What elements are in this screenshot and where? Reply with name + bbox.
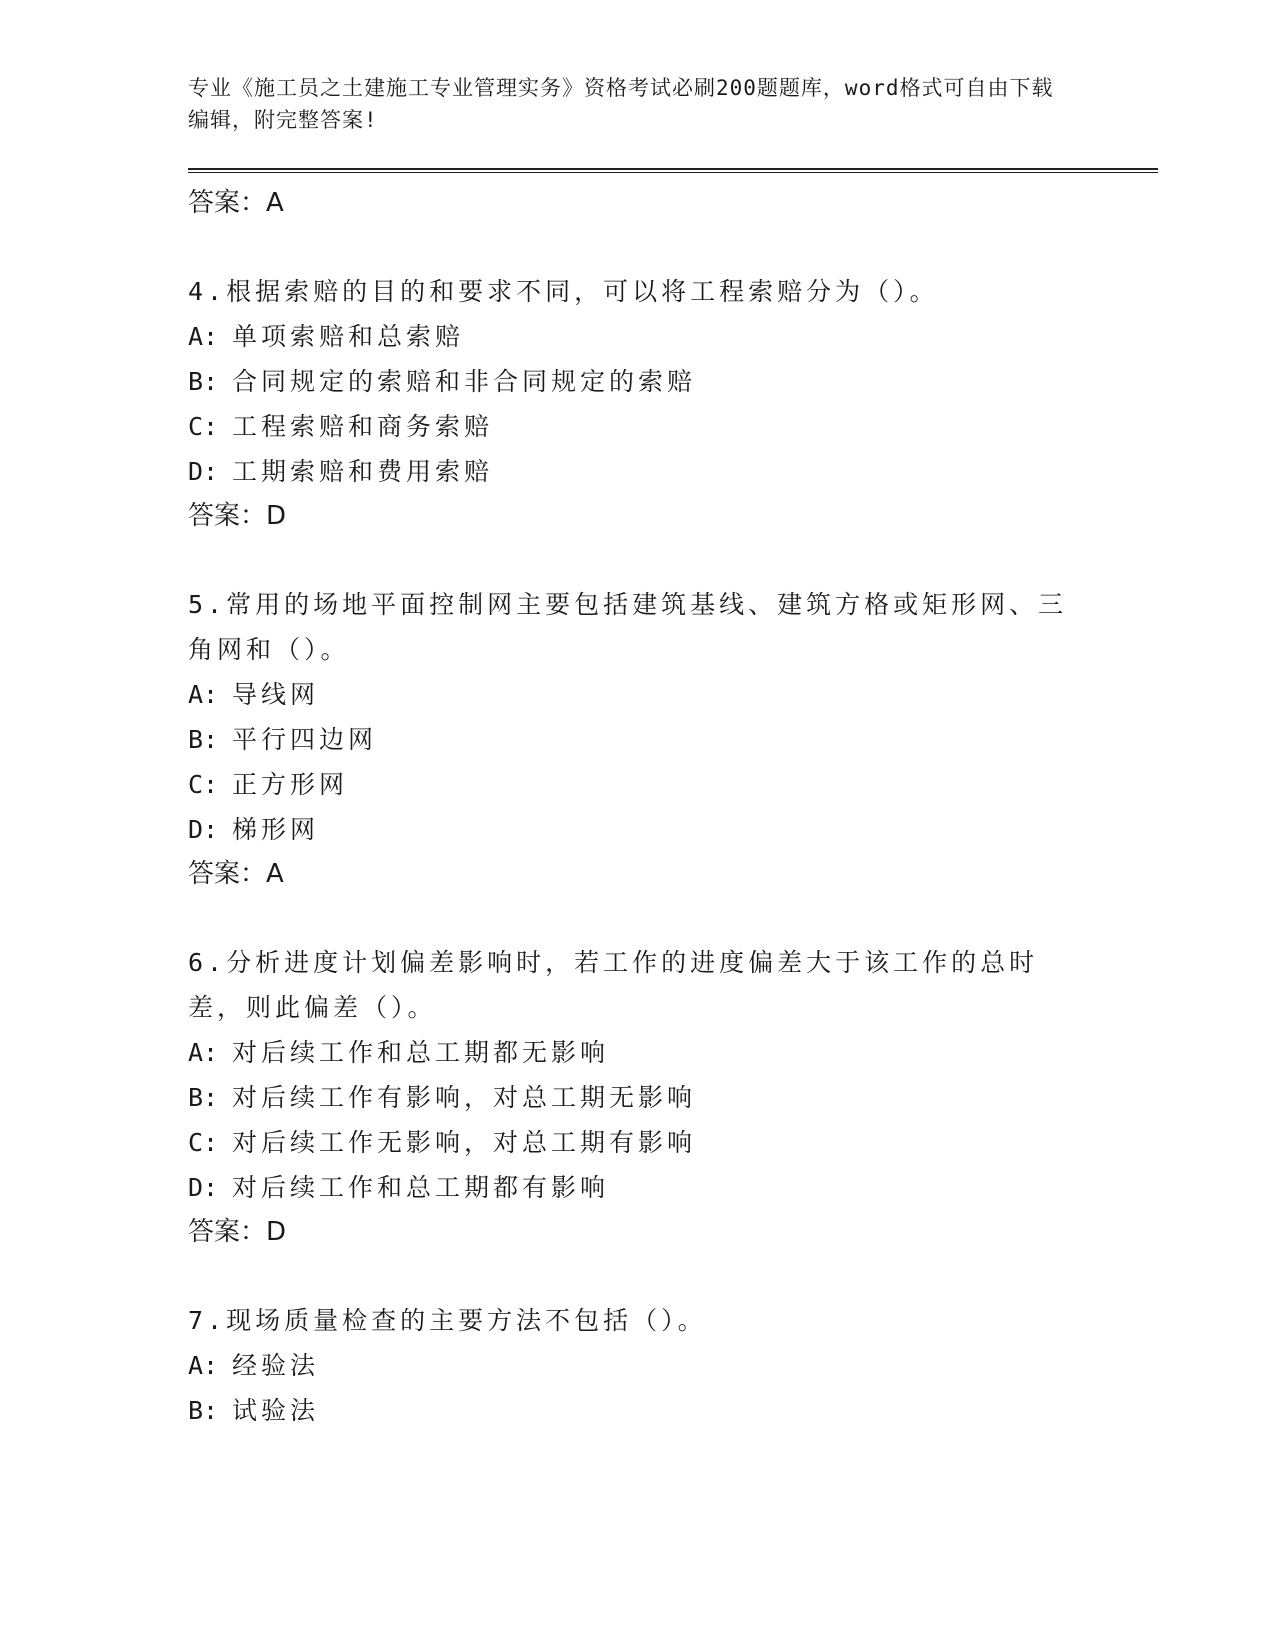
option-c: [188, 404, 1158, 449]
question-5: [188, 582, 1158, 896]
question-4: [188, 269, 1158, 538]
option-key: B:: [188, 725, 219, 754]
option-text: 工期索赔和费用索赔: [232, 457, 494, 486]
option-key: A:: [188, 322, 219, 351]
document-page: [188, 72, 1158, 1433]
question-list: [188, 269, 1158, 1433]
option-d: [188, 1165, 1158, 1210]
option-b: [188, 717, 1158, 762]
header-divider: [188, 168, 1158, 173]
option-key: D:: [188, 457, 219, 486]
option-b: [188, 1388, 1158, 1433]
answer-label: 答案：A: [188, 859, 284, 889]
option-text: 对后续工作无影响，对总工期有影响: [232, 1128, 697, 1157]
option-a: [188, 1030, 1158, 1075]
option-a: [188, 672, 1158, 717]
option-key: A:: [188, 1038, 219, 1067]
option-text: 单项索赔和总索赔: [232, 322, 465, 351]
question-stem: 6.分析进度计划偏差影响时，若工作的进度偏差大于该工作的总时差，则此偏差（）。: [188, 948, 1039, 1022]
option-key: A:: [188, 1351, 219, 1380]
question-stem: 4.根据索赔的目的和要求不同，可以将工程索赔分为（）。: [188, 277, 939, 306]
option-b: [188, 1075, 1158, 1120]
question-stem: 5.常用的场地平面控制网主要包括建筑基线、建筑方格或矩形网、三角网和（）。: [188, 590, 1068, 664]
question-6: [188, 940, 1158, 1254]
answer-label: 答案：D: [188, 1217, 287, 1247]
option-text: 平行四边网: [232, 725, 378, 754]
option-a: [188, 1343, 1158, 1388]
option-text: 正方形网: [232, 770, 349, 799]
option-text: 工程索赔和商务索赔: [232, 412, 494, 441]
question-stem: 7.现场质量检查的主要方法不包括（）。: [188, 1306, 707, 1335]
option-b: [188, 359, 1158, 404]
option-d: [188, 807, 1158, 852]
option-key: D:: [188, 815, 219, 844]
option-key: D:: [188, 1173, 219, 1202]
option-key: A:: [188, 680, 219, 709]
option-text: 对后续工作有影响，对总工期无影响: [232, 1083, 697, 1112]
option-key: B:: [188, 367, 219, 396]
question-7: [188, 1298, 1158, 1433]
option-text: 对后续工作和总工期都无影响: [232, 1038, 610, 1067]
option-text: 导线网: [232, 680, 320, 709]
option-a: [188, 314, 1158, 359]
option-d: [188, 449, 1158, 494]
option-key: B:: [188, 1396, 219, 1425]
option-text: 经验法: [232, 1351, 320, 1380]
document-header: 专业《施工员之土建施工专业管理实务》资格考试必刷200题题库，word格式可自由下载编辑，附完整答案!: [188, 76, 1054, 132]
answer-label: 答案：A: [188, 188, 284, 218]
option-text: 梯形网: [232, 815, 320, 844]
option-text: 对后续工作和总工期都有影响: [232, 1173, 610, 1202]
answer-label: 答案：D: [188, 501, 287, 531]
option-key: C:: [188, 770, 219, 799]
option-c: [188, 762, 1158, 807]
option-key: C:: [188, 412, 219, 441]
option-c: [188, 1120, 1158, 1165]
option-key: B:: [188, 1083, 219, 1112]
option-key: C:: [188, 1128, 219, 1157]
option-text: 合同规定的索赔和非合同规定的索赔: [232, 367, 697, 396]
option-text: 试验法: [232, 1396, 320, 1425]
